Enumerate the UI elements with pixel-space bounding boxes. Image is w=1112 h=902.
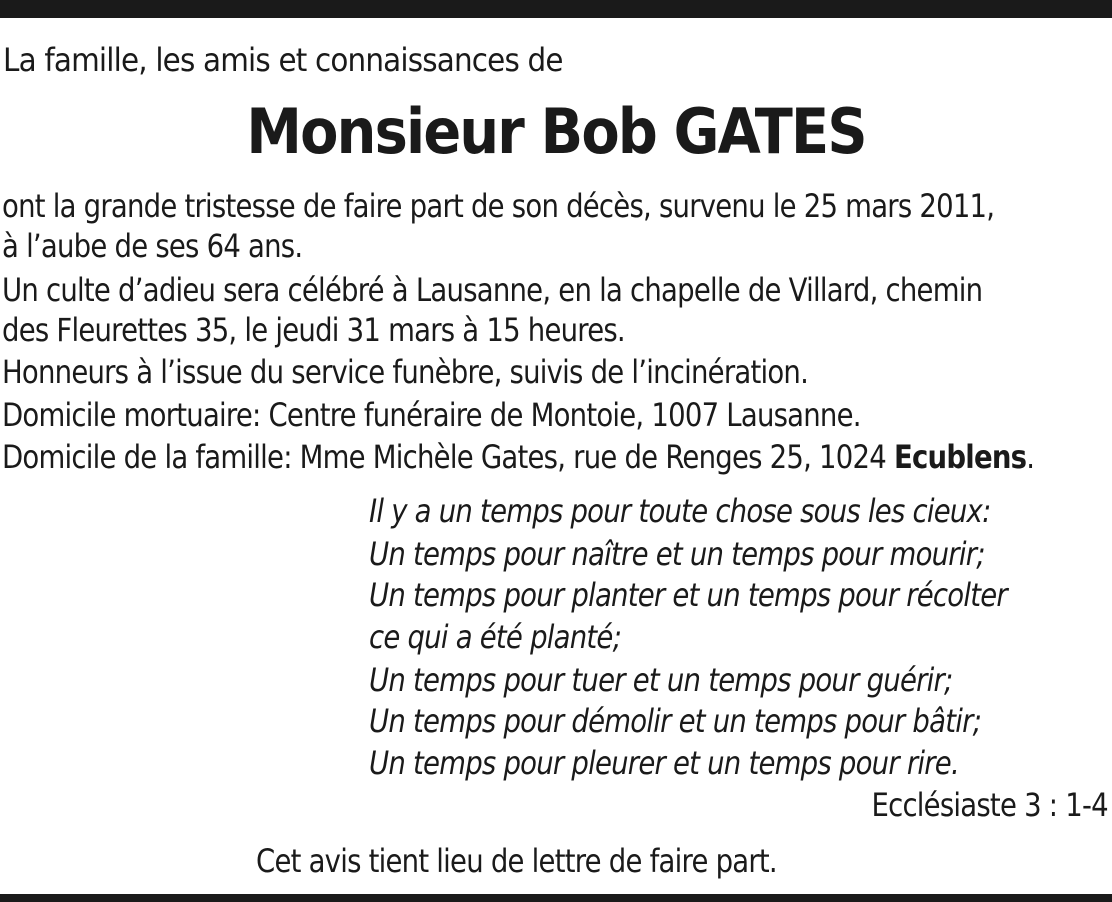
family-address-prefix: Domicile de la famille: Mme Michèle Gates, rue de Renges 25, 1024	[2, 438, 894, 476]
verse-line-1: Il y a un temps pour toute chose sous les cieux:	[369, 492, 991, 530]
family-address-town: Ecublens	[893, 438, 1027, 476]
verse-line-2: Un temps pour naître et un temps pour mourir;	[369, 535, 985, 573]
verse-line-3: Un temps pour planter et un temps pour récolter	[369, 576, 1007, 614]
verse-line-6: Un temps pour démolir et un temps pour bâtir;	[369, 702, 982, 740]
body-line-4: des Fleurettes 35, le jeudi 31 mars à 15 heures.	[2, 311, 625, 349]
family-address-suffix: .	[1026, 438, 1035, 476]
family-address-line	[2, 437, 1034, 477]
body-line-2: à l’aube de ses 64 ans.	[2, 227, 303, 265]
body-line-6: Domicile mortuaire: Centre funéraire de Montoie, 1007 Lausanne.	[2, 396, 861, 434]
body-line-3: Un culte d’adieu sera célébré à Lausanne, en la chapelle de Villard, chemin	[2, 271, 983, 309]
body-line-5: Honneurs à l’issue du service funèbre, suivis de l’incinération.	[2, 353, 809, 391]
top-border-rule	[0, 0, 1112, 18]
verse-reference: Ecclésiaste 3 : 1-4	[871, 786, 1108, 824]
body-line-1: ont la grande tristesse de faire part de son décès, survenu le 25 mars 2011,	[2, 187, 995, 225]
intro-line: La famille, les amis et connaissances de	[3, 41, 563, 79]
verse-line-7: Un temps pour pleurer et un temps pour rire.	[369, 744, 959, 782]
closing-line: Cet avis tient lieu de lettre de faire part.	[256, 842, 777, 880]
verse-line-5: Un temps pour tuer et un temps pour guérir;	[369, 661, 953, 699]
deceased-name-heading	[0, 96, 1112, 168]
bottom-border-rule	[0, 894, 1112, 902]
verse-line-4: ce qui a été planté;	[369, 618, 622, 656]
deceased-name: Monsieur Bob GATES	[246, 95, 866, 168]
